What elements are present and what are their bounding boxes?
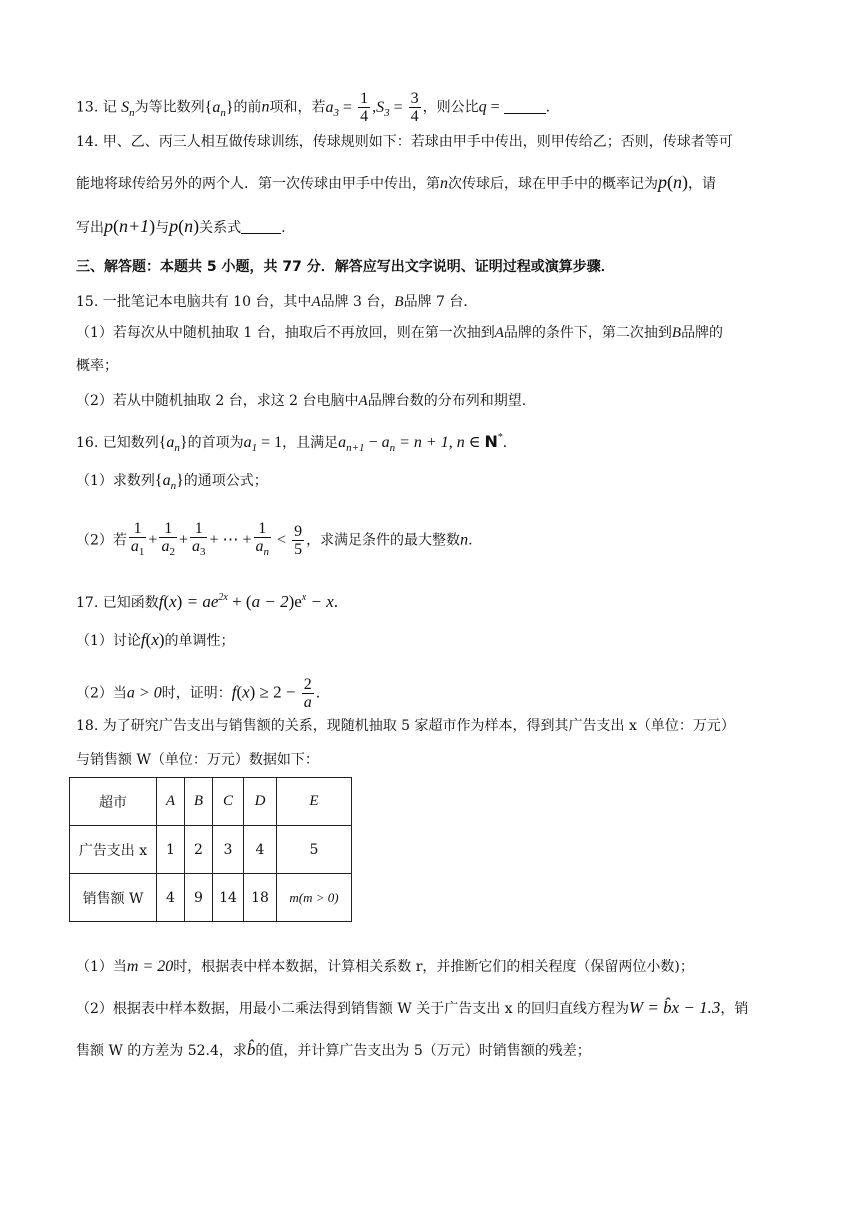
- fraction-three-quarters: $\frac{3}{4}$: [410, 90, 419, 125]
- q16-line-1: 16. 已知数列$\{a_n\}$的首项为$a_1 = 1$，且满足$a_{n+1} - a_n = n + 1$, n ∈ N*.: [76, 432, 507, 454]
- q16-part-1: （1）求数列$\{a_n\}$的通项公式；: [76, 472, 268, 492]
- answer-blank-14: [241, 219, 281, 234]
- answer-blank-13: [504, 99, 546, 114]
- q17-part-1: （1）讨论f(x)的单调性；: [76, 630, 235, 649]
- q18-line-1: 18. 为了研究广告支出与销售额的关系，现随机抽取 5 家超市作为样本，得到其广告支出 x（单位：万元）: [76, 718, 735, 734]
- q18-line-2: 与销售额 W（单位：万元）数据如下：: [76, 752, 319, 768]
- table-row: 广告支出 x 1 2 3 4 5: [70, 826, 352, 874]
- data-table: [69, 777, 352, 922]
- q14-line-1: 14. 甲、乙、丙三人相互做传球训练，传球规则如下：若球由甲手中传出，则甲传给乙；否则，传球者等可: [76, 134, 733, 150]
- q17-line-1: 17. 已知函数$f(x) = ae^{2x} + (a - 2)e^x - x$.: [76, 592, 339, 611]
- q13-line: 13. 记 $S_n$为等比数列$\{a_n\}$的前n项和，若$a_3$ = $\frac{1}{4}$ $,S_3$ = $\frac{3}{4}$ ，则公比q = .: [76, 90, 551, 125]
- table-row: 超市 A B C D E: [70, 778, 352, 826]
- fraction-one-quarter: $\frac{1}{4}$: [360, 90, 369, 125]
- q18-part-2-cont: 售额 W 的方差为 52.4，求b̂的值，并计算广告支出为 5（万元）时销售额的残差；: [76, 1040, 591, 1059]
- q18-part-1: （1）当m = 20时，根据表中样本数据，计算相关系数 r，并推断它们的相关程度（保留两位小数)；: [76, 958, 694, 975]
- q16-part-2: （2）若 $\frac{1}{a_1}$ + $\frac{1}{a_2}$ + $\frac{1}{a_3}$ + ⋯ + $\frac{1}{a_n}$ < $\frac{9}{5}$ ，求满足条件的最大整数n.: [76, 520, 473, 558]
- q13-number: 13.: [76, 99, 103, 116]
- q15-part-1: （1）若每次从中随机抽取 1 台，抽取后不再放回，则在第一次抽到A品牌的条件下，第二次抽到B品牌的: [76, 325, 724, 341]
- q18-part-2: （2）根据表中样本数据，用最小二乘法得到销售额 W 关于广告支出 x 的回归直线方程为W = b̂x − 1.3，销: [76, 998, 749, 1017]
- q15-part-2: （2）若从中随机抽取 2 台，求这 2 台电脑中A品牌台数的分布列和期望.: [76, 393, 527, 409]
- q14-line-2: 能地将球传给另外的两个人．第一次传球由甲手中传出，第n次传球后，球在甲手中的概率记为p(n)，请: [76, 172, 716, 192]
- q17-part-2: （2）当a > 0时，证明：f(x) ≥ 2 − $\frac{2}{a}$ .: [76, 676, 321, 711]
- q14-line-3: 写出p(n+1)与p(n)关系式 .: [76, 216, 286, 236]
- q15-line-1: 15. 一批笔记本电脑共有 10 台，其中A品牌 3 台，B品牌 7 台．: [76, 294, 478, 310]
- section-heading: 三、解答题：本题共 5 小题，共 77 分．解答应写出文字说明、证明过程或演算步骤．: [76, 259, 615, 275]
- q15-part-1-cont: 概率；: [76, 358, 118, 374]
- table-row: 销售额 W 4 9 14 18 m(m > 0): [70, 874, 352, 922]
